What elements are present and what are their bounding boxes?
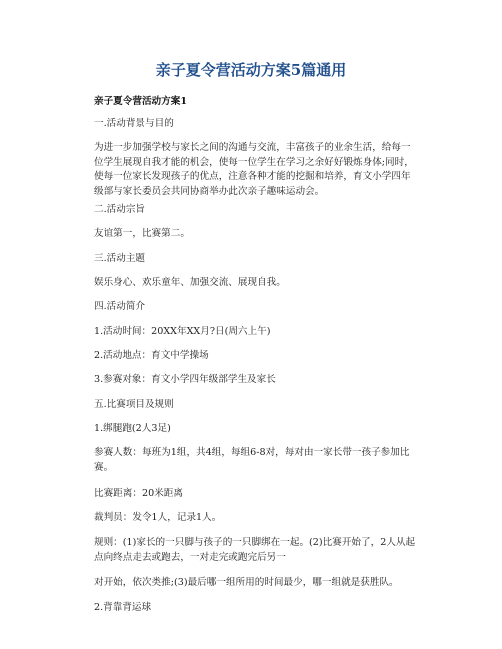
document-title: 亲子夏令营活动方案5篇通用 (155, 61, 347, 79)
paragraph-event-1-referee: 裁判员：发令1人，记录1人。 (94, 512, 222, 523)
paragraph-heading-intro: 四.活动简介 (94, 301, 146, 312)
paragraph-intro-place: 2.活动地点：育文中学操场 (94, 350, 209, 361)
paragraph-heading-purpose: 二.活动宗旨 (94, 204, 146, 215)
paragraph-intro-time: 1.活动时间：20XX年XX月?日(周六上午) (94, 326, 271, 337)
paragraph-background-body: 为进一步加强学校与家长之间的沟通与交流，丰富孩子的业余生活，给每一位学生展现自我才能的机会，使每一位学生在学习之余好好锻炼身体;同时，使每一位家长发现孩子的优点，注意各种才能的挖掘和培养，育文小学四年级部与家长委员会共同协商举办此次亲子趣味运动会。 (94, 142, 414, 197)
paragraph-theme-body: 娱乐身心、欢乐童年、加强交流、展现自我。 (94, 277, 286, 288)
paragraph-event-1-title: 1.绑腿跑(2人3足) (94, 423, 171, 434)
paragraph-intro-participants: 3.参赛对象：育文小学四年级部学生及家长 (94, 374, 276, 385)
paragraph-heading-theme: 三.活动主题 (94, 253, 146, 264)
paragraph-event-1-distance: 比赛距离：20米距离 (94, 488, 183, 499)
paragraph-heading-background: 一.活动背景与目的 (94, 118, 174, 129)
section-heading: 亲子夏令营活动方案1 (94, 96, 188, 107)
paragraph-heading-events: 五.比赛项目及规则 (94, 399, 174, 410)
paragraph-event-1-participants: 参赛人数：每班为1组，共4组，每组6-8对，每对由一家长带一孩子参加比赛。 (94, 447, 410, 473)
paragraph-event-1-rules-continued: 对开始，依次类推;(3)最后哪一组所用的时间最少，哪一组就是获胜队。 (94, 577, 399, 588)
paragraph-purpose-body: 友谊第一，比赛第二。 (94, 228, 190, 239)
paragraph-event-1-rules: 规则：(1)家长的一只脚与孩子的一只脚绑在一起。(2)比赛开始了，2人从起点向终点走去或跑去，一对走完或跑完后另一 (94, 537, 416, 563)
paragraph-event-2-title: 2.背靠背运球 (94, 602, 152, 613)
